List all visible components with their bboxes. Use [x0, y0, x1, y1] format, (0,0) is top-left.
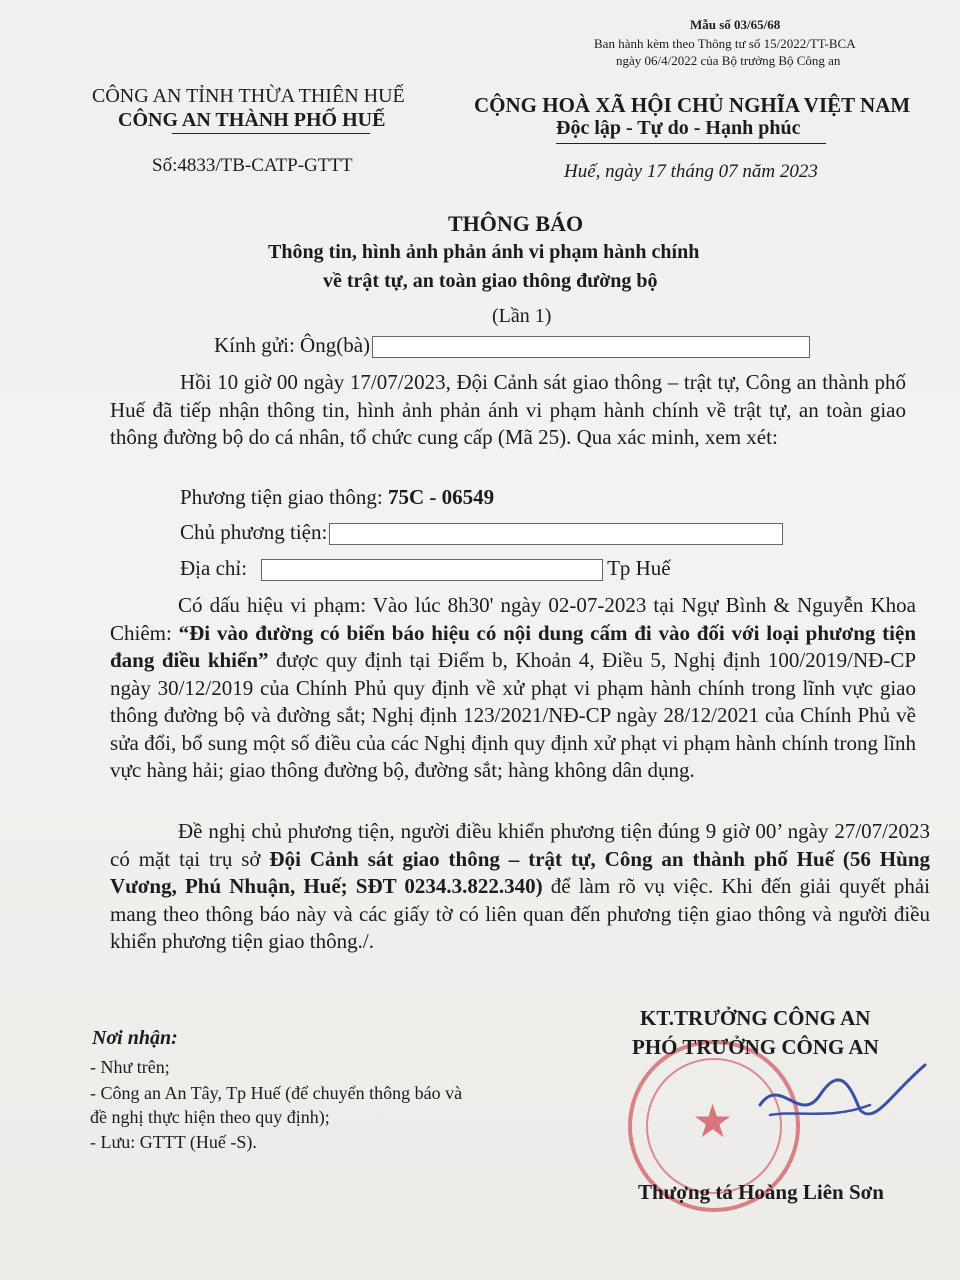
unit-name: CÔNG AN THÀNH PHỐ HUẾ — [118, 109, 386, 131]
vehicle-line — [180, 484, 494, 512]
handwritten-signature — [740, 1055, 930, 1135]
recipient-redaction — [372, 336, 810, 358]
motto-underline — [556, 143, 826, 144]
form-number: Mẫu số 03/65/68 — [690, 17, 781, 32]
signature-title-2: PHÓ TRƯỞNG CÔNG AN — [632, 1035, 879, 1059]
document-number: Số:4833/TB-CATP-GTTT — [152, 155, 353, 176]
recipients-heading: Nơi nhận: — [92, 1027, 178, 1049]
owner-label: Chủ phương tiện: — [180, 520, 328, 544]
form-legal-basis: Ban hành kèm theo Thông tư số 15/2022/TT-BCA — [594, 36, 856, 51]
address-line — [180, 555, 671, 583]
recipient-label: Kính gửi: Ông(bà) — [214, 333, 371, 357]
attempt-number: (Lần 1) — [492, 305, 552, 327]
form-legal-date: ngày 06/4/2022 của Bộ trưởng Bộ Công an — [616, 53, 841, 68]
unit-underline — [172, 133, 370, 134]
signer-name: Thượng tá Hoàng Liên Sơn — [638, 1180, 884, 1204]
seal-star-icon: ★ — [692, 1094, 734, 1148]
recipient-item-2: - Công an An Tây, Tp Huế (để chuyển thông báo và — [90, 1083, 463, 1103]
national-motto: Độc lập - Tự do - Hạnh phúc — [556, 117, 801, 139]
recipient-item-3: - Lưu: GTTT (Huế -S). — [90, 1132, 257, 1152]
address-city: Tp Huế — [607, 556, 671, 580]
address-label: Địa chỉ: — [180, 556, 248, 580]
violation-legal-basis: được quy định tại Điểm b, Khoản 4, Điều 5, Nghị định 100/2019/NĐ-CP ngày 30/12/2019 của Chính Phủ quy định về xử phạt vi phạm hành chính trong lĩnh vực giao thông đường bộ và đường sắt; Nghị định 123/2021/NĐ-CP ngày 28/12/2021 của Chính Phủ về sửa đổi, bổ sung một số điều của các Nghị định quy định xử phạt vi phạm hành chính trong lĩnh vực hàng hải; giao thông đường bộ, đường sắt; hàng không dân dụng. — [110, 648, 917, 782]
license-plate: 75C - 06549 — [387, 485, 495, 509]
violation-prefix: Có dấu hiệu vi phạm: Vào lúc 8h30' ngày 02-07-2023 tại Ngự Bình & Nguyễn Khoa Chiêm: — [110, 593, 916, 645]
request-office: Đội Cảnh sát giao thông – trật tự, Công an thành phố Huế (56 Hùng Vương, Phú Nhuận, Huế; SĐT 0234.3.822.340) — [110, 846, 931, 898]
intro-paragraph: Hồi 10 giờ 00 ngày 17/07/2023, Đội Cảnh sát giao thông – trật tự, Công an thành phố Huế đã tiếp nhận thông tin, hình ảnh phản ánh vi phạm hành chính về trật tự, an toàn giao thông đường bộ do cá nhân, tổ chức cung cấp (Mã 25). Qua xác minh, xem xét: — [110, 370, 906, 449]
owner-line — [180, 519, 783, 547]
recipient-item-2-cont: đề nghị thực hiện theo quy định); — [90, 1107, 330, 1127]
address-redaction — [261, 559, 603, 581]
vehicle-label: Phương tiện giao thông: — [180, 485, 383, 509]
request-suffix: để làm rõ vụ việc. Khi đến giải quyết phải mang theo thông báo này và các giấy tờ có liên quan đến phương tiện giao thông và người điều khiển phương tiện giao thông./. — [110, 874, 930, 953]
recipient-item-1: - Như trên; — [90, 1057, 170, 1077]
nation-title: CỘNG HOÀ XÃ HỘI CHỦ NGHĨA VIỆT NAM — [474, 93, 911, 117]
request-prefix: Đề nghị chủ phương tiện, người điều khiển phương tiện đúng 9 giờ 00’ ngày 27/07/2023 có mặt tại trụ sở — [110, 819, 930, 871]
subtitle-line-2: về trật tự, an toàn giao thông đường bộ — [323, 270, 658, 292]
subtitle-line-1: Thông tin, hình ảnh phản ánh vi phạm hành chính — [268, 241, 700, 263]
violation-description: “Đi vào đường có biển báo hiệu có nội dung cấm đi vào đối với loại phương tiện đang điều khiển” — [110, 620, 917, 672]
violation-paragraph — [110, 592, 916, 785]
owner-redaction — [329, 523, 783, 545]
agency-name: CÔNG AN TỈNH THỪA THIÊN HUẾ — [92, 85, 405, 107]
recipient-line — [214, 332, 810, 360]
place-date: Huế, ngày 17 tháng 07 năm 2023 — [564, 161, 818, 182]
request-paragraph — [110, 818, 930, 956]
document-title: THÔNG BÁO — [448, 211, 584, 236]
signature-title-1: KT.TRƯỞNG CÔNG AN — [640, 1006, 871, 1030]
